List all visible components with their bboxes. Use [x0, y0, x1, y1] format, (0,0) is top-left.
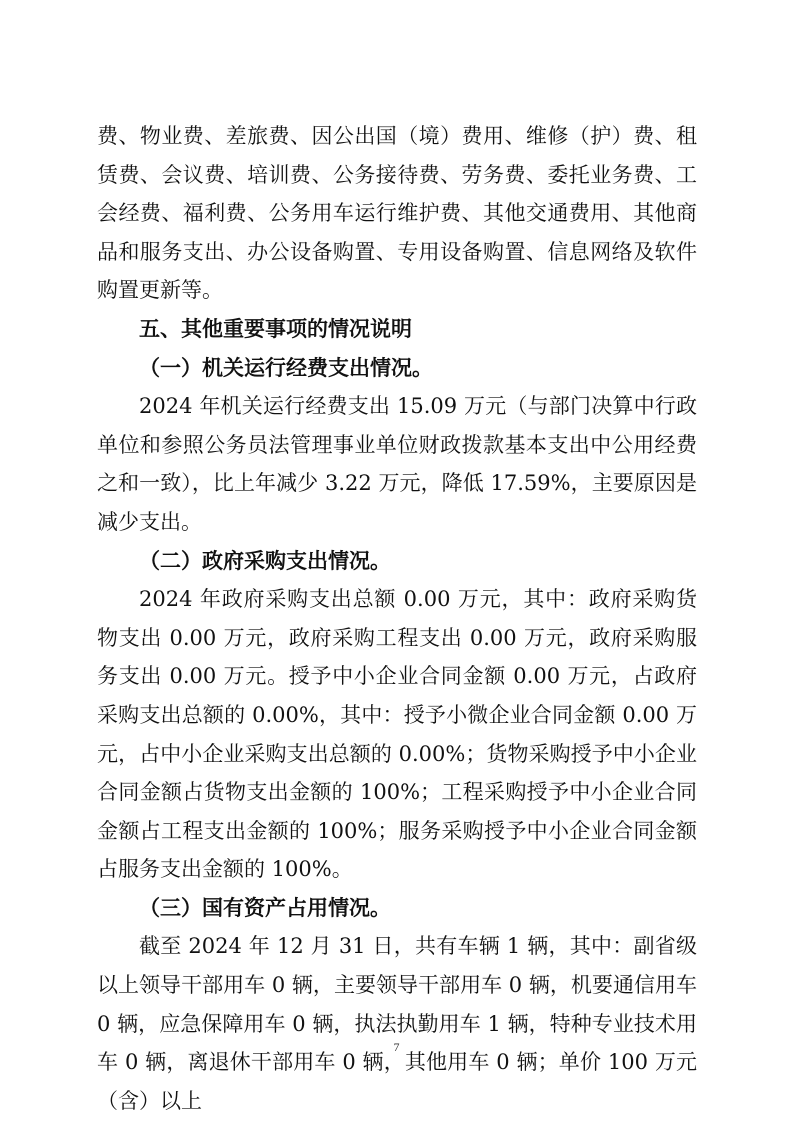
subheading-state-assets: （三）国有资产占用情况。 — [139, 895, 391, 920]
paragraph-procurement: 2024 年政府采购支出总额 0.00 万元，其中：政府采购货物支出 0.00 万元，政府采购工程支出 0.00 万元，政府采购服务支出 0.00 万元。授予中小企业合同金额 0.00 万元，占政府采购支出总额的 0.00%，其中：授予小微企业合同金额 0.00 万元，占中小企业采购支出总额的 0.00%；货物采购授予中小企业合同金额占货物支出金额的 100%；工程采购授予中小企业合同金额占工程支出金额的 100%；服务采购授予中小企业合同金额占服务支出金额的 100%。 — [97, 587, 697, 882]
paragraph-operating-expenses: 2024 年机关运行经费支出 15.09 万元（与部门决算中行政单位和参照公务员法管理事业单位财政拨款基本支出中公用经费之和一致），比上年减少 3.22 万元，降低 17.59%，主要原因是减少支出。 — [97, 394, 697, 534]
subheading-operating-expenses: （一）机关运行经费支出情况。 — [139, 355, 433, 380]
subheading-procurement: （二）政府采购支出情况。 — [139, 548, 391, 573]
section-heading-other-matters: 五、其他重要事项的情况说明 — [139, 316, 412, 341]
page-number: 7 — [393, 1040, 400, 1054]
document-body — [97, 117, 697, 1120]
paragraph-state-assets: 截至 2024 年 12 月 31 日，共有车辆 1 辆，其中：副省级以上领导干部用车 0 辆，主要领导干部用车 0 辆，机要通信用车 0 辆，应急保障用车 0 辆，执法执勤用车 1 辆，特种专业技术用车 0 辆，离退休干部用车 0 辆，其他用车 0 辆；单价 100 万元（含）以上 — [97, 934, 697, 1113]
paragraph-expense-list: 费、物业费、差旅费、因公出国（境）费用、维修（护）费、租赁费、会议费、培训费、公务接待费、劳务费、委托业务费、工会经费、福利费、公务用车运行维护费、其他交通费用、其他商品和服务支出、办公设备购置、专用设备购置、信息网络及软件购置更新等。 — [97, 124, 697, 303]
